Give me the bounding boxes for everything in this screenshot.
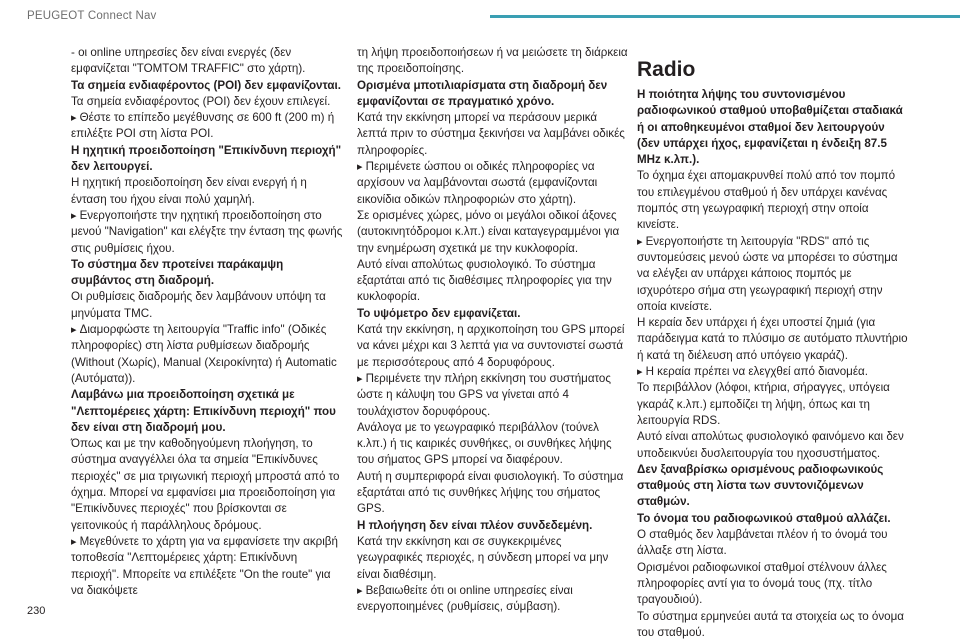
problem-heading: Το υψόμετρο δεν εμφανίζεται. bbox=[357, 306, 629, 322]
problem-heading: Η πλοήγηση δεν είναι πλέον συνδεδεμένη. bbox=[357, 518, 629, 534]
body-paragraph: Όπως και με την καθοδηγούμενη πλοήγηση, το σύστημα αναγγέλλει όλα τα σημεία "Επικίνδυνες περιοχές" σε μια τριγωνική περιοχή μπροστά από το όχημα. Μπορεί να εμφανίσει μια προειδοποίηση για "Επικίνδυνες περιοχές" που βρίσκονται σε γειτονικούς ή παράλληλους δρόμους. bbox=[71, 436, 343, 534]
problem-heading: Λαμβάνω μια προειδοποίηση σχετικά με "Λεπτομέρειες χάρτη: Επικίνδυνη περιοχή" που δεν είναι στη διαδρομή μου. bbox=[71, 387, 343, 436]
body-paragraph: Κατά την εκκίνηση και σε συγκεκριμένες γεωγραφικές περιοχές, η σύνδεση μπορεί να μην είναι διαθέσιμη. bbox=[357, 534, 629, 583]
solution-step: ▸ Διαμορφώστε τη λειτουργία "Traffic info" (Οδικές πληροφορίες) στη λίστα ρυθμίσεων διαδρομής (Without (Χωρίς), Manual (Χειροκίνητα) ή Automatic (Αυτόματα)). bbox=[71, 322, 343, 387]
body-paragraph: Ορισμένοι ραδιοφωνικοί σταθμοί στέλνουν άλλες πληροφορίες αντί για το όνομά τους (πχ. τίτλο τραγουδιού). bbox=[637, 560, 909, 609]
body-paragraph: Τα σημεία ενδιαφέροντος (POI) δεν έχουν επιλεγεί. bbox=[71, 94, 343, 110]
problem-heading: Ορισμένα μποτιλιαρίσματα στη διαδρομή δεν εμφανίζονται σε πραγματικό χρόνο. bbox=[357, 78, 629, 111]
body-paragraph: Αυτή η συμπεριφορά είναι φυσιολογική. Το σύστημα εξαρτάται από τις συνθήκες λήψης του σήματος GPS. bbox=[357, 469, 629, 518]
body-paragraph: Ο σταθμός δεν λαμβάνεται πλέον ή το όνομά του άλλαξε στη λίστα. bbox=[637, 527, 909, 560]
problem-heading: Το όνομα του ραδιοφωνικού σταθμού αλλάζει. bbox=[637, 511, 909, 527]
problem-heading: Δεν ξαναβρίσκω ορισμένους ραδιοφωνικούς σταθμούς στη λίστα των συντονιζόμενων σταθμών. bbox=[637, 462, 909, 511]
body-paragraph: Κατά την εκκίνηση μπορεί να περάσουν μερικά λεπτά πριν το σύστημα ξεκινήσει να λαμβάνει οδικές πληροφορίες. bbox=[357, 110, 629, 159]
body-paragraph: Αυτό είναι απολύτως φυσιολογικό. Το σύστημα εξαρτάται από τις διαθέσιμες πληροφορίες για την κυκλοφορία. bbox=[357, 257, 629, 306]
body-paragraph: Ανάλογα με το γεωγραφικό περιβάλλον (τούνελ κ.λπ.) ή τις καιρικές συνθήκες, οι συνθήκες λήψης του σήματος GPS μπορεί να διαφέρουν. bbox=[357, 420, 629, 469]
body-paragraph: τη λήψη προειδοποιήσεων ή να μειώσετε τη διάρκεια της προειδοποίησης. bbox=[357, 45, 629, 78]
page-number: 230 bbox=[27, 605, 45, 617]
solution-step: ▸ Ενεργοποιήστε τη λειτουργία "RDS" από τις συντομεύσεις μενού ώστε να μπορέσει το σύστημα να ελέγξει αν υπάρχει κάποιος πομπός με ισχυρότερο σήμα στη γεωγραφική περιοχή στην οποία κινείστε. bbox=[637, 234, 909, 315]
body-paragraph: Σε ορισμένες χώρες, μόνο οι μεγάλοι οδικοί άξονες (αυτοκινητόδρομοι κ.λπ.) είναι καταγεγραμμένοι για την ενημέρωση σχετικά με την κυκλοφορία. bbox=[357, 208, 629, 257]
body-paragraph: Η κεραία δεν υπάρχει ή έχει υποστεί ζημιά (για παράδειγμα κατά το πλύσιμο σε αυτόματο πλυντήριο ή κατά τη διέλευση από υπόγειο γκαράζ). bbox=[637, 315, 909, 364]
body-paragraph: Κατά την εκκίνηση, η αρχικοποίηση του GPS μπορεί να κάνει μέχρι και 3 λεπτά για να συντονιστεί σωστά με περισσότερους από 4 δορυφόρους. bbox=[357, 322, 629, 371]
solution-step: ▸ Η κεραία πρέπει να ελεγχθεί από διανομέα. bbox=[637, 364, 909, 380]
radio-section-body bbox=[637, 87, 909, 641]
problem-heading: Η ποιότητα λήψης του συντονισμένου ραδιοφωνικού σταθμού υποβαθμίζεται σταδιακά ή οι αποθηκευμένοι σταθμοί δεν λειτουργούν (δεν υπάρχει ήχος, εμφανίζεται η ένδειξη 87.5 MHz κ.λπ.). bbox=[637, 87, 909, 168]
body-paragraph: - οι online υπηρεσίες δεν είναι ενεργές (δεν εμφανίζεται "TOMTOM TRAFFIC" στο χάρτη). bbox=[71, 45, 343, 78]
solution-step: ▸ Περιμένετε ώσπου οι οδικές πληροφορίες να αρχίσουν να λαμβάνονται σωστά (εμφανίζονται εικονίδια οδικών πληροφοριών στο χάρτη). bbox=[357, 159, 629, 208]
solution-step: ▸ Μεγεθύνετε το χάρτη για να εμφανίσετε την ακριβή τοποθεσία "Λεπτομέρειες χάρτη: Επικίνδυνη περιοχή". Μπορείτε να επιλέξετε "On the route" για να διακόψετε bbox=[71, 534, 343, 599]
body-paragraph: Το περιβάλλον (λόφοι, κτήρια, σήραγγες, υπόγεια γκαράζ κ.λπ.) εμποδίζει τη λήψη, όπως και τη λειτουργία RDS. bbox=[637, 380, 909, 429]
problem-heading: Το σύστημα δεν προτείνει παράκαμψη συμβάντος στη διαδρομή. bbox=[71, 257, 343, 290]
body-paragraph: Αυτό είναι απολύτως φυσιολογικό φαινόμενο και δεν υποδεικνύει δυσλειτουργία του ηχοσυστήματος. bbox=[637, 429, 909, 462]
solution-step: ▸ Βεβαιωθείτε ότι οι online υπηρεσίες είναι ενεργοποιημένες (ρυθμίσεις, σύμβαση). bbox=[357, 583, 629, 616]
solution-step: ▸ Θέστε το επίπεδο μεγέθυνσης σε 600 ft (200 m) ή επιλέξτε POI στη λίστα POI. bbox=[71, 110, 343, 143]
column-1 bbox=[71, 45, 343, 599]
body-paragraph: Η ηχητική προειδοποίηση δεν είναι ενεργή ή η ένταση του ήχου είναι πολύ χαμηλή. bbox=[71, 175, 343, 208]
problem-heading: Η ηχητική προειδοποίηση "Επικίνδυνη περιοχή" δεν λειτουργεί. bbox=[71, 143, 343, 176]
header-title: PEUGEOT Connect Nav bbox=[27, 10, 157, 22]
solution-step: ▸ Περιμένετε την πλήρη εκκίνηση του συστήματος ώστε η κάλυψη του GPS να γίνεται από 4 τουλάχιστον δορυφόρους. bbox=[357, 371, 629, 420]
body-paragraph: Οι ρυθμίσεις διαδρομής δεν λαμβάνουν υπόψη τα μηνύματα TMC. bbox=[71, 289, 343, 322]
body-paragraph: Το σύστημα ερμηνεύει αυτά τα στοιχεία ως το όνομα του σταθμού. bbox=[637, 609, 909, 641]
column-3 bbox=[637, 58, 909, 641]
header-accent-bar bbox=[490, 15, 960, 18]
problem-heading: Τα σημεία ενδιαφέροντος (POI) δεν εμφανίζονται. bbox=[71, 78, 343, 94]
section-heading-radio: Radio bbox=[637, 58, 909, 82]
column-2 bbox=[357, 45, 629, 615]
body-paragraph: Το όχημα έχει απομακρυνθεί πολύ από τον πομπό του επιλεγμένου σταθμού ή δεν υπάρχει κανένας πομπός στη γεωγραφική περιοχή στην οποία κινείστε. bbox=[637, 168, 909, 233]
solution-step: ▸ Ενεργοποιήστε την ηχητική προειδοποίηση στο μενού "Navigation" και ελέγξτε την ένταση της φωνής στις ρυθμίσεις ήχου. bbox=[71, 208, 343, 257]
